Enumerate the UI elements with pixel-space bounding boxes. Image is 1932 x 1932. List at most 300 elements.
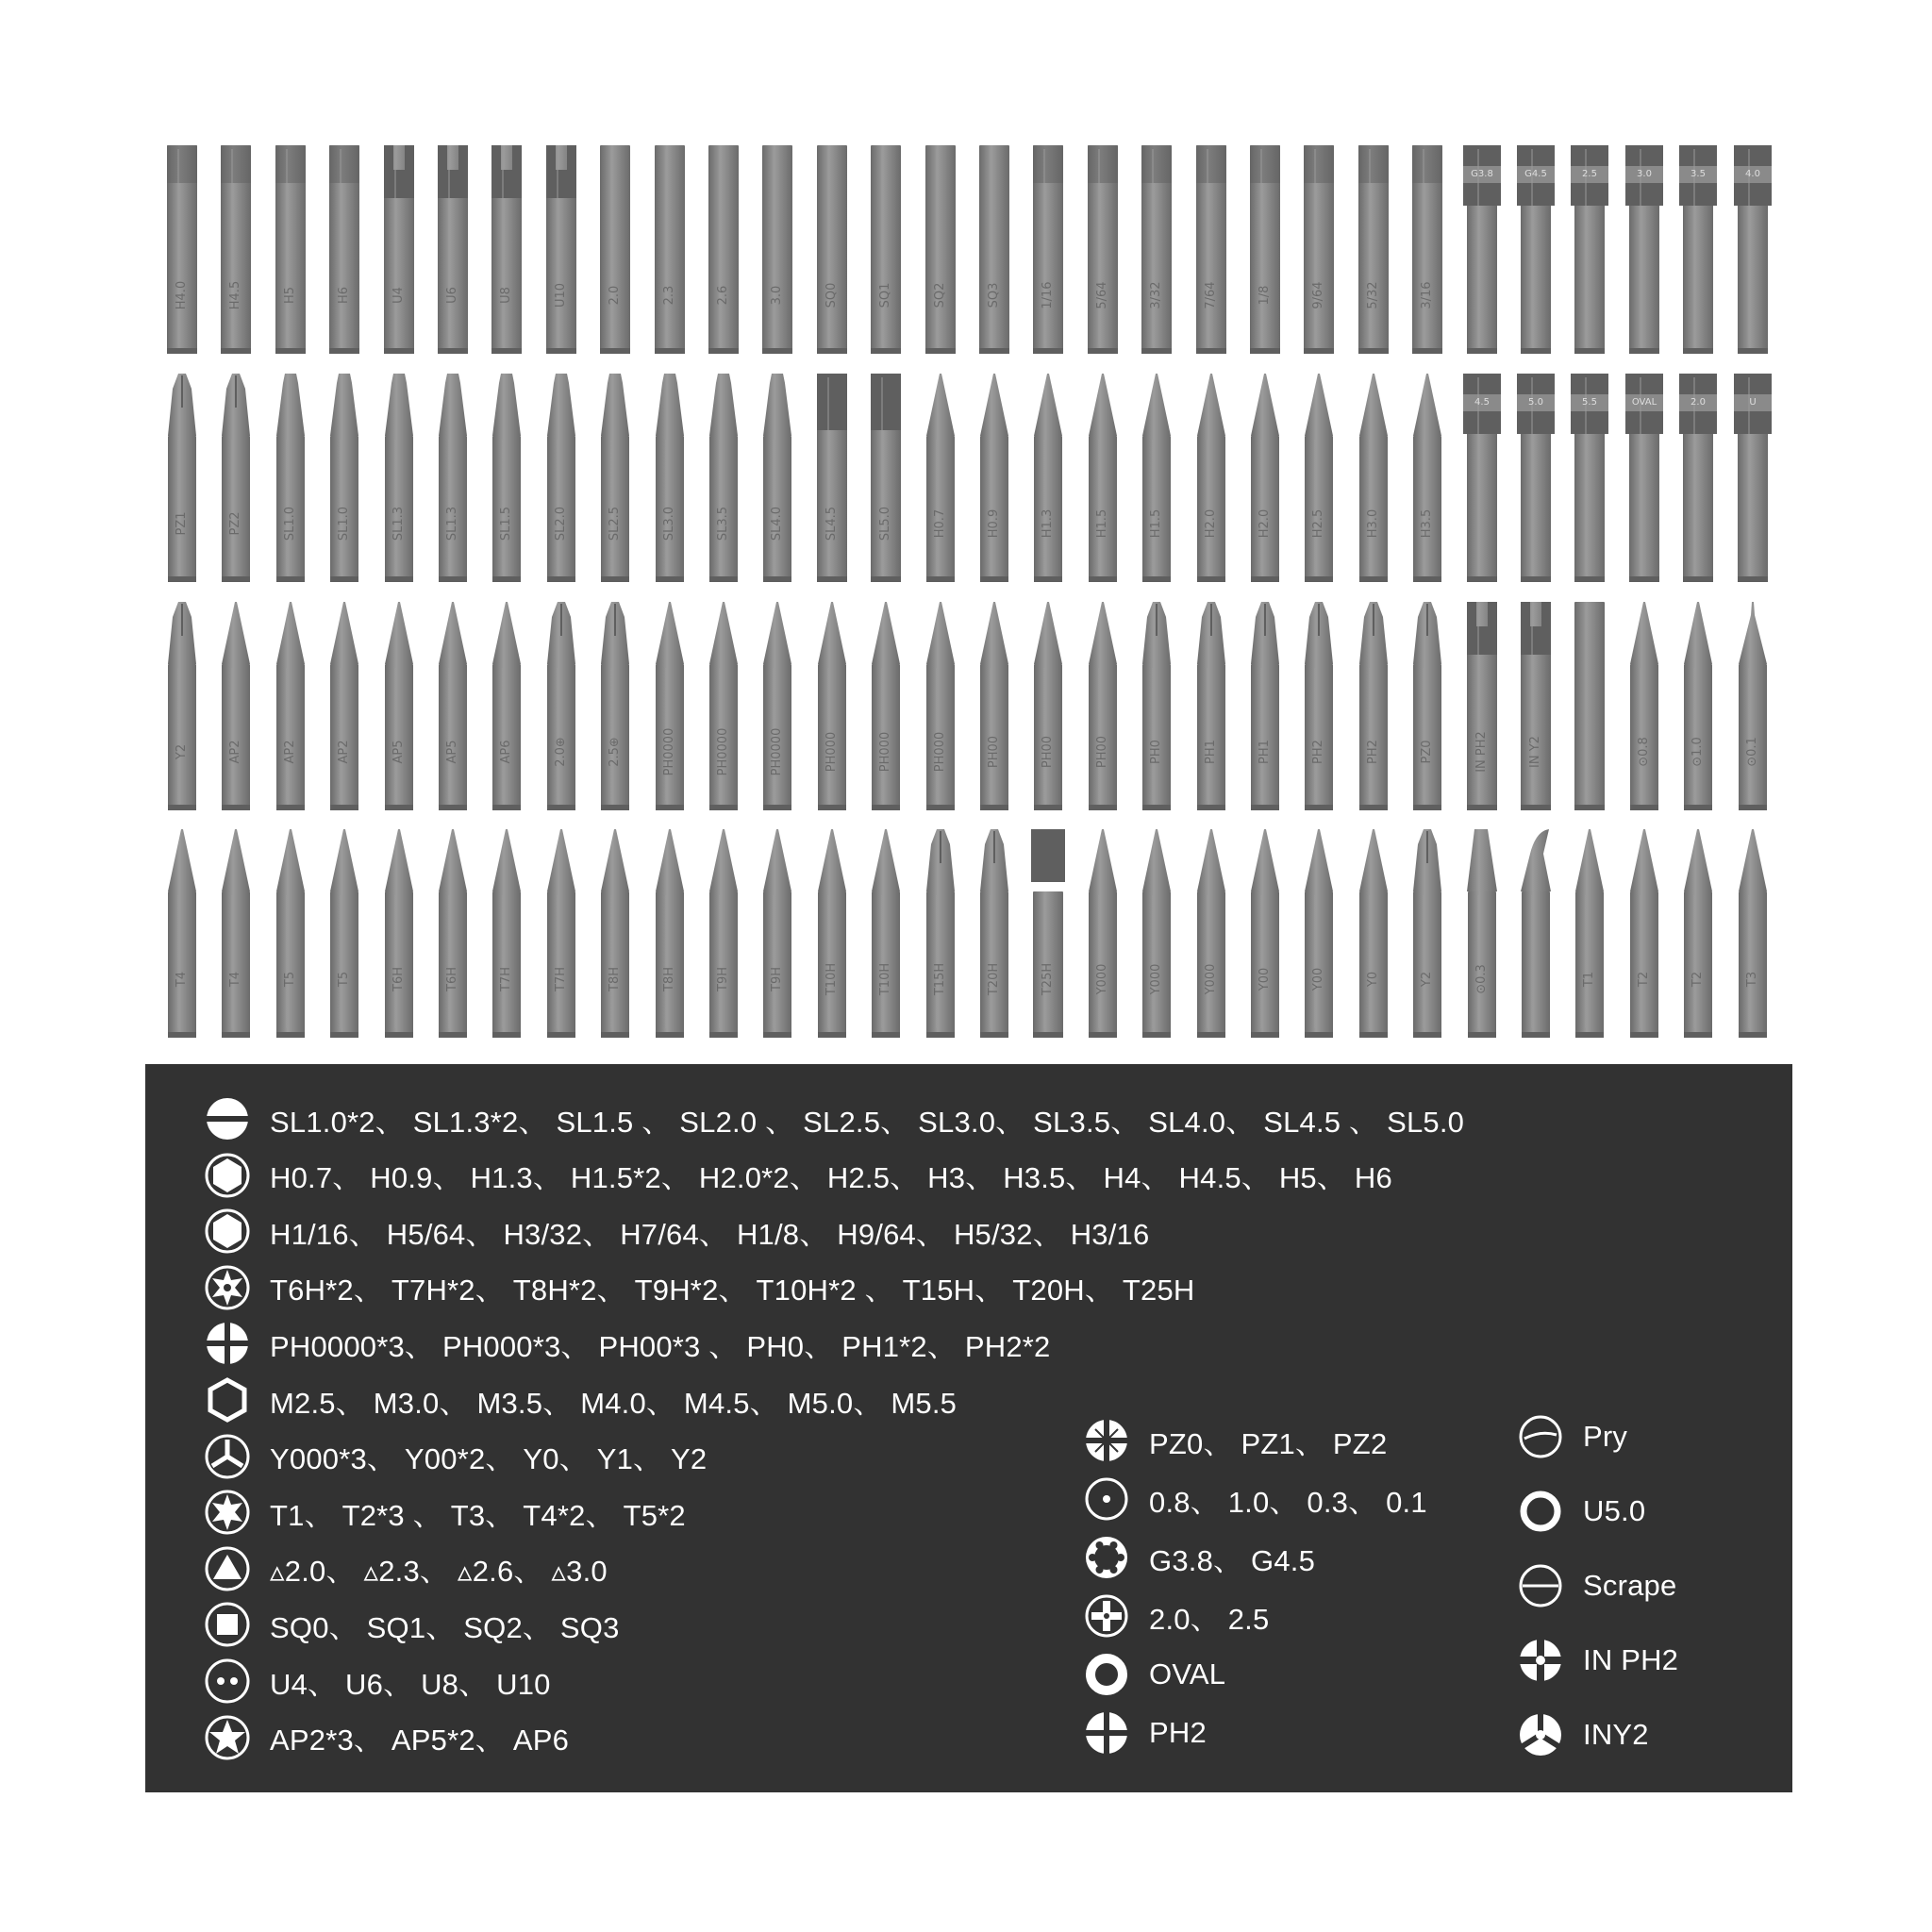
bit-scrape (1517, 825, 1555, 1038)
bit-label: SL2.5 (608, 506, 622, 541)
u-spanner-icon (204, 1657, 251, 1705)
bit-label: H1.5 (1095, 508, 1109, 539)
bit-point (596, 825, 634, 1038)
bit-point (272, 825, 309, 1038)
bit-slot (651, 370, 689, 582)
bit-wideslot (813, 370, 851, 582)
bit-point (434, 598, 472, 810)
bit-phillips (542, 598, 580, 810)
bit-sleeve (1571, 370, 1608, 582)
bit-label: AP2 (228, 740, 242, 764)
bit-label: PH2 (1366, 740, 1380, 764)
bit-label: T10H (824, 962, 839, 996)
legend-row (1083, 1473, 1427, 1525)
bit-point (1734, 825, 1772, 1038)
bit-fork (1517, 598, 1555, 810)
bit-thin (1355, 370, 1392, 582)
bit-point (1571, 825, 1608, 1038)
bit-point (867, 825, 905, 1038)
bit-slot (758, 370, 796, 582)
bit-label: 2.3 (662, 285, 676, 306)
bit-tri (651, 142, 689, 354)
bit-label: T6H (391, 967, 406, 991)
bit-label: PH0000 (662, 727, 676, 776)
bit-point (325, 598, 363, 810)
legend-text: 2.0、 2.5 (1149, 1602, 1270, 1636)
bit-point (758, 598, 796, 810)
bit-graphic (1517, 825, 1555, 1038)
legend-row (1083, 1531, 1315, 1584)
bit-label: AP2 (283, 740, 297, 764)
bit-label: SL1.0 (283, 506, 297, 541)
bit-label: T10H (878, 962, 892, 996)
bit-sleeve (1463, 142, 1501, 354)
bit-label: PH0 (1149, 740, 1163, 764)
bit-point (325, 825, 363, 1038)
bit-label: T4 (175, 971, 189, 988)
bit-torxbig (1029, 825, 1067, 1038)
bit-label: T2 (1690, 971, 1705, 988)
legend-row (1517, 1410, 1627, 1463)
legend-row (1083, 1707, 1207, 1759)
bit-pry (1463, 825, 1501, 1038)
legend-text: PH2 (1149, 1716, 1207, 1749)
bit-point (1300, 825, 1338, 1038)
legend-text: H1/16、 H5/64、 H3/32、 H7/64、 H1/8、 H9/64、 H5/32、 H3/16 (270, 1217, 1150, 1251)
bit-label: PH00 (987, 735, 1001, 769)
bit-phillips (922, 825, 959, 1038)
bit-label: H0.7 (933, 508, 947, 539)
bit-label: PH000 (878, 731, 892, 773)
bit-phillips (1246, 598, 1284, 810)
bit-point (705, 825, 742, 1038)
bit-label: H6 (337, 286, 351, 305)
bit-phillips (1192, 598, 1230, 810)
bit-label: SQ1 (878, 282, 892, 308)
bit-slot (488, 370, 525, 582)
bit-label: 3/16 (1420, 281, 1434, 309)
bit-point (1029, 598, 1067, 810)
legend-row (204, 1317, 1050, 1370)
legend-row (1517, 1708, 1649, 1761)
bit-sleeve (1625, 370, 1663, 582)
bit-label: PZ1 (175, 511, 189, 536)
bit-label: AP6 (499, 740, 513, 764)
bit-sleeve (1734, 370, 1772, 582)
bit-label: AP5 (445, 740, 459, 764)
phillips-icon (1083, 1709, 1130, 1757)
legend-text: PH0000*3、 PH000*3、 PH00*3 、 PH0、 PH1*2、 PH2*2 (270, 1329, 1051, 1363)
bit-hex (325, 142, 363, 354)
bit-point (813, 598, 851, 810)
legend-text: Y000*3、 Y00*2、 Y0、 Y1、 Y2 (270, 1442, 708, 1476)
bit-label: SL4.0 (770, 506, 784, 541)
bit-point (1246, 825, 1284, 1038)
bit-label: T1 (1582, 971, 1596, 988)
legend-row (1083, 1414, 1387, 1467)
bit-label: 3/32 (1149, 281, 1163, 309)
bit-point (217, 825, 255, 1038)
bit-label: T15H (933, 962, 947, 996)
legend-row (1083, 1648, 1225, 1701)
bit-fork (1463, 598, 1501, 810)
bit-slot (542, 370, 580, 582)
bit-hexsmall (1084, 142, 1122, 354)
torx-security-icon (204, 1264, 251, 1311)
legend-text: T1、 T2*3 、 T3、 T4*2、 T5*2 (270, 1498, 686, 1532)
bit-label: T8H (662, 967, 676, 991)
bit-label: 3.0 (770, 285, 784, 306)
bit-sleeve-label: 5.0 (1528, 397, 1543, 408)
bit-hex (217, 142, 255, 354)
bit-sleeve (1571, 142, 1608, 354)
bit-label: ⊙0.1 (1745, 737, 1759, 767)
bit-label: Y00 (1257, 967, 1272, 991)
bit-label: T9H (716, 967, 730, 991)
cross-circle-icon (1083, 1592, 1130, 1640)
legend-row (204, 1149, 1392, 1202)
bit-slot (596, 370, 634, 582)
bit-point (1084, 825, 1122, 1038)
bit-hex (163, 142, 201, 354)
scrape-icon (1517, 1562, 1564, 1609)
bit-label: H4.0 (175, 280, 189, 310)
legend-row (1517, 1485, 1645, 1538)
legend-row (1083, 1590, 1269, 1642)
bit-label: U4 (391, 287, 406, 304)
bit-hexsmall (1138, 142, 1175, 354)
bit-sleeve-label: 3.0 (1637, 169, 1652, 179)
bit-sleeve-label: U (1749, 397, 1757, 408)
legend-panel (145, 1064, 1792, 1792)
legend-text: Scrape (1583, 1569, 1677, 1602)
bit-phillips (163, 370, 201, 582)
bit-square (813, 142, 851, 354)
bit-label: T3 (1745, 971, 1759, 988)
ring-thick-icon (1517, 1488, 1564, 1535)
bit-hexsmall (1029, 142, 1067, 354)
bit-point (1138, 825, 1175, 1038)
bit-label: T5 (283, 971, 297, 988)
legend-text: IN PH2 (1583, 1643, 1679, 1676)
bit-sleeve (1679, 142, 1717, 354)
legend-text: U4、 U6、 U8、 U10 (270, 1667, 551, 1701)
bit-square (867, 142, 905, 354)
bit-label: PH1 (1257, 740, 1272, 764)
bit-label: 5/32 (1366, 281, 1380, 309)
bit-fork (380, 142, 418, 354)
torx-icon (204, 1489, 251, 1536)
bit-label: H3.0 (1366, 508, 1380, 539)
bit-label: SL1.3 (445, 506, 459, 541)
bit-label: SL1.0 (337, 506, 351, 541)
legend-text: SL1.0*2、 SL1.3*2、 SL1.5 、 SL2.0 、 SL2.5、 SL3.0、 SL3.5、 SL4.0、 SL4.5 、 SL5.0 (270, 1105, 1465, 1139)
legend-row (1517, 1559, 1676, 1612)
bit-label: Y2 (175, 743, 189, 760)
bit-graphic (1571, 598, 1608, 810)
legend-text: T6H*2、 T7H*2、 T8H*2、 T9H*2、 T10H*2 、 T15H、 T20H、 T25H (270, 1274, 1195, 1307)
bit-label: H4.5 (228, 280, 242, 310)
bit-label: PH1 (1204, 740, 1218, 764)
bit-label: PZ2 (228, 511, 242, 536)
bit-label: SL2.0 (554, 506, 568, 541)
bit-label: PH00 (1041, 735, 1055, 769)
bit-label: PH000 (824, 731, 839, 773)
bit-point (1084, 598, 1122, 810)
bit-label: 1/16 (1041, 281, 1055, 309)
bit-sleeve-label: G4.5 (1524, 169, 1547, 179)
bit-point (217, 598, 255, 810)
bit-sleeve-label: 5.5 (1582, 397, 1597, 408)
bit-phillips (1355, 598, 1392, 810)
bit-phillips (1300, 598, 1338, 810)
bit-phillips (596, 598, 634, 810)
bit-label: T4 (228, 971, 242, 988)
bit-sleeve (1517, 370, 1555, 582)
bit-label: T8H (608, 967, 622, 991)
bit-label: T6H (445, 967, 459, 991)
bit-label: H0.9 (987, 508, 1001, 539)
bit-hexsmall (1192, 142, 1230, 354)
bit-fork (542, 142, 580, 354)
triangle-icon (204, 1545, 251, 1592)
bit-label: PH00 (1095, 735, 1109, 769)
bit-phillips (975, 825, 1013, 1038)
in-ph2-icon (1517, 1637, 1564, 1684)
tri-wing-icon (204, 1433, 251, 1480)
bit-sleeve (1679, 370, 1717, 582)
bit-tri (705, 142, 742, 354)
bit-label: H5 (283, 286, 297, 305)
bit-label: SQ3 (987, 282, 1001, 308)
bit-label: Y000 (1149, 963, 1163, 995)
ring-icon (1083, 1651, 1130, 1698)
legend-text: G3.8、 G4.5 (1149, 1543, 1316, 1577)
bit-square (922, 142, 959, 354)
bit-label: PH0000 (770, 727, 784, 776)
gear-socket-icon (1083, 1534, 1130, 1581)
bit-label: SL3.0 (662, 506, 676, 541)
bit-label: PH000 (933, 731, 947, 773)
bit-phillips (1408, 825, 1446, 1038)
bit-label: SQ2 (933, 282, 947, 308)
bit-label: 2.6 (716, 285, 730, 306)
bit-label: 5/64 (1095, 281, 1109, 309)
bit-point (163, 825, 201, 1038)
bit-label: IN Y2 (1528, 736, 1542, 768)
bit-thin (1138, 370, 1175, 582)
bit-label: T9H (770, 967, 784, 991)
bit-point (705, 598, 742, 810)
bit-slot (380, 370, 418, 582)
legend-row (204, 1430, 707, 1483)
bit-sleeve-label: G3.8 (1471, 169, 1493, 179)
bit-slot (705, 370, 742, 582)
bit-label: T25H (1041, 962, 1055, 996)
pry-icon (1517, 1413, 1564, 1460)
bit-sleeve-label: 2.0 (1690, 397, 1706, 408)
bit-sleeve (1517, 142, 1555, 354)
bit-label: Y0 (1366, 971, 1380, 988)
bit-point (1192, 825, 1230, 1038)
bit-phillips (217, 370, 255, 582)
bit-point (488, 825, 525, 1038)
bit-label: SL5.0 (878, 506, 892, 541)
hex-filled-icon (204, 1208, 251, 1255)
bit-sleeve (1625, 142, 1663, 354)
bit-fork (434, 142, 472, 354)
bit-thin (1246, 370, 1284, 582)
bit-label: 2.0⊕ (554, 737, 568, 767)
bit-label: 2.5⊕ (608, 737, 622, 767)
bit-label: ⊙1.0 (1690, 737, 1705, 767)
bit-hexsmall (1300, 142, 1338, 354)
bit-label: H2.0 (1257, 508, 1272, 539)
bit-point (1625, 598, 1663, 810)
bit-phillips (1408, 598, 1446, 810)
legend-text: Pry (1583, 1420, 1628, 1453)
bit-label: SL3.5 (716, 506, 730, 541)
bit-point (1355, 825, 1392, 1038)
legend-text: 0.8、 1.0、 0.3、 0.1 (1149, 1485, 1427, 1519)
bit-slot (325, 370, 363, 582)
bit-label: T7H (554, 967, 568, 991)
bit-thin (922, 370, 959, 582)
bit-label: H1.3 (1041, 508, 1055, 539)
legend-text: H0.7、 H0.9、 H1.3、 H1.5*2、 H2.0*2、 H2.5、 H3、 H3.5、 H4、 H4.5、 H5、 H6 (270, 1161, 1392, 1195)
bit-label: H2.0 (1204, 508, 1218, 539)
legend-text: PZ0、 PZ1、 PZ2 (1149, 1426, 1388, 1460)
bit-label: AP2 (337, 740, 351, 764)
bit-label: SL4.5 (824, 506, 839, 541)
bit-slot (272, 370, 309, 582)
bit-label: T2 (1637, 971, 1651, 988)
bit-square (975, 142, 1013, 354)
bit-label: T5 (337, 971, 351, 988)
bit-point (380, 598, 418, 810)
bit-sleeve (1463, 370, 1501, 582)
in-y2-icon (1517, 1711, 1564, 1758)
pozidriv-icon (1083, 1417, 1130, 1464)
bit-label: 1/8 (1257, 285, 1272, 306)
legend-row (204, 1092, 1464, 1145)
bit-label: 2.0 (608, 285, 622, 306)
pentalobe-icon (204, 1714, 251, 1761)
bit-tri (758, 142, 796, 354)
bit-label: H3.5 (1420, 508, 1434, 539)
bit-label: SQ0 (824, 282, 839, 308)
bit-point (651, 598, 689, 810)
bit-label: PZ0 (1420, 740, 1434, 764)
bit-point (922, 598, 959, 810)
bit-hexsmall (1246, 142, 1284, 354)
hex-outline-icon (204, 1376, 251, 1424)
legend-row (204, 1261, 1195, 1314)
bit-label: SL1.3 (391, 506, 406, 541)
legend-row (204, 1655, 551, 1707)
bit-point (758, 825, 796, 1038)
bit-fork (488, 142, 525, 354)
bit-hex (1355, 142, 1392, 354)
legend-row (1517, 1634, 1678, 1687)
bit-point (380, 825, 418, 1038)
legend-row (204, 1486, 686, 1539)
bit-cone (1734, 598, 1772, 810)
bit-point (813, 825, 851, 1038)
bit-point (272, 598, 309, 810)
square-icon (204, 1601, 251, 1648)
bit-point (542, 825, 580, 1038)
legend-text: U5.0 (1583, 1494, 1646, 1527)
bit-sleeve (1734, 142, 1772, 354)
bit-thin (1029, 370, 1067, 582)
bit-thin (1300, 370, 1338, 582)
bit-label: Y000 (1204, 963, 1218, 995)
bit-label: U8 (499, 287, 513, 304)
bit-label: IN PH2 (1474, 731, 1489, 773)
bit-sleeve-label: 4.0 (1745, 169, 1760, 179)
bit-point (975, 598, 1013, 810)
bit-point (488, 598, 525, 810)
legend-text: M2.5、 M3.0、 M3.5、 M4.0、 M4.5、 M5.0、 M5.5 (270, 1386, 958, 1420)
legend-text: SQ0、 SQ1、 SQ2、 SQ3 (270, 1610, 620, 1644)
legend-row (204, 1374, 957, 1426)
bit-phillips (1138, 598, 1175, 810)
bit-thin (1192, 370, 1230, 582)
bit-label: SL1.5 (499, 506, 513, 541)
legend-text: ▵2.0、 ▵2.3、 ▵2.6、 ▵3.0 (270, 1555, 608, 1589)
bit-point (867, 598, 905, 810)
bit-sleeve-label: OVAL (1631, 397, 1657, 408)
bit-label: ⊙0.3 (1474, 964, 1489, 994)
bit-label: Y000 (1095, 963, 1109, 995)
bit-tri (596, 142, 634, 354)
bit-label: PH2 (1311, 740, 1325, 764)
bit-point (1679, 598, 1717, 810)
bit-label: H2.5 (1311, 508, 1325, 539)
bit-phillips (163, 598, 201, 810)
bit-label: Y2 (1420, 971, 1434, 988)
legend-row (204, 1598, 620, 1651)
legend-row (204, 1542, 608, 1595)
bit-sleeve-label: 4.5 (1474, 397, 1490, 408)
bit-label: U10 (554, 282, 568, 308)
bit-thin (975, 370, 1013, 582)
bit-label: 7/64 (1204, 281, 1218, 309)
bit-label: T20H (987, 962, 1001, 996)
bit-sleeve-label: 3.5 (1690, 169, 1706, 179)
bit-sleeve-label: 2.5 (1582, 169, 1597, 179)
bit-thin (1084, 370, 1122, 582)
bit-label: AP5 (391, 740, 406, 764)
phillips-icon (204, 1320, 251, 1367)
bit-slot (434, 370, 472, 582)
bit-thin (1408, 370, 1446, 582)
bit-wideslot (867, 370, 905, 582)
bit-label: PH0000 (716, 727, 730, 776)
legend-text: INY2 (1583, 1718, 1649, 1751)
bit-label: ⊙0.8 (1637, 737, 1651, 767)
bit-blank (1571, 598, 1608, 810)
bit-point (651, 825, 689, 1038)
legend-row (204, 1205, 1149, 1257)
bit-hex (1408, 142, 1446, 354)
hex-filled-icon (204, 1152, 251, 1199)
bit-label: H1.5 (1149, 508, 1163, 539)
bit-hex (272, 142, 309, 354)
bit-point (1679, 825, 1717, 1038)
bit-label: 9/64 (1311, 281, 1325, 309)
